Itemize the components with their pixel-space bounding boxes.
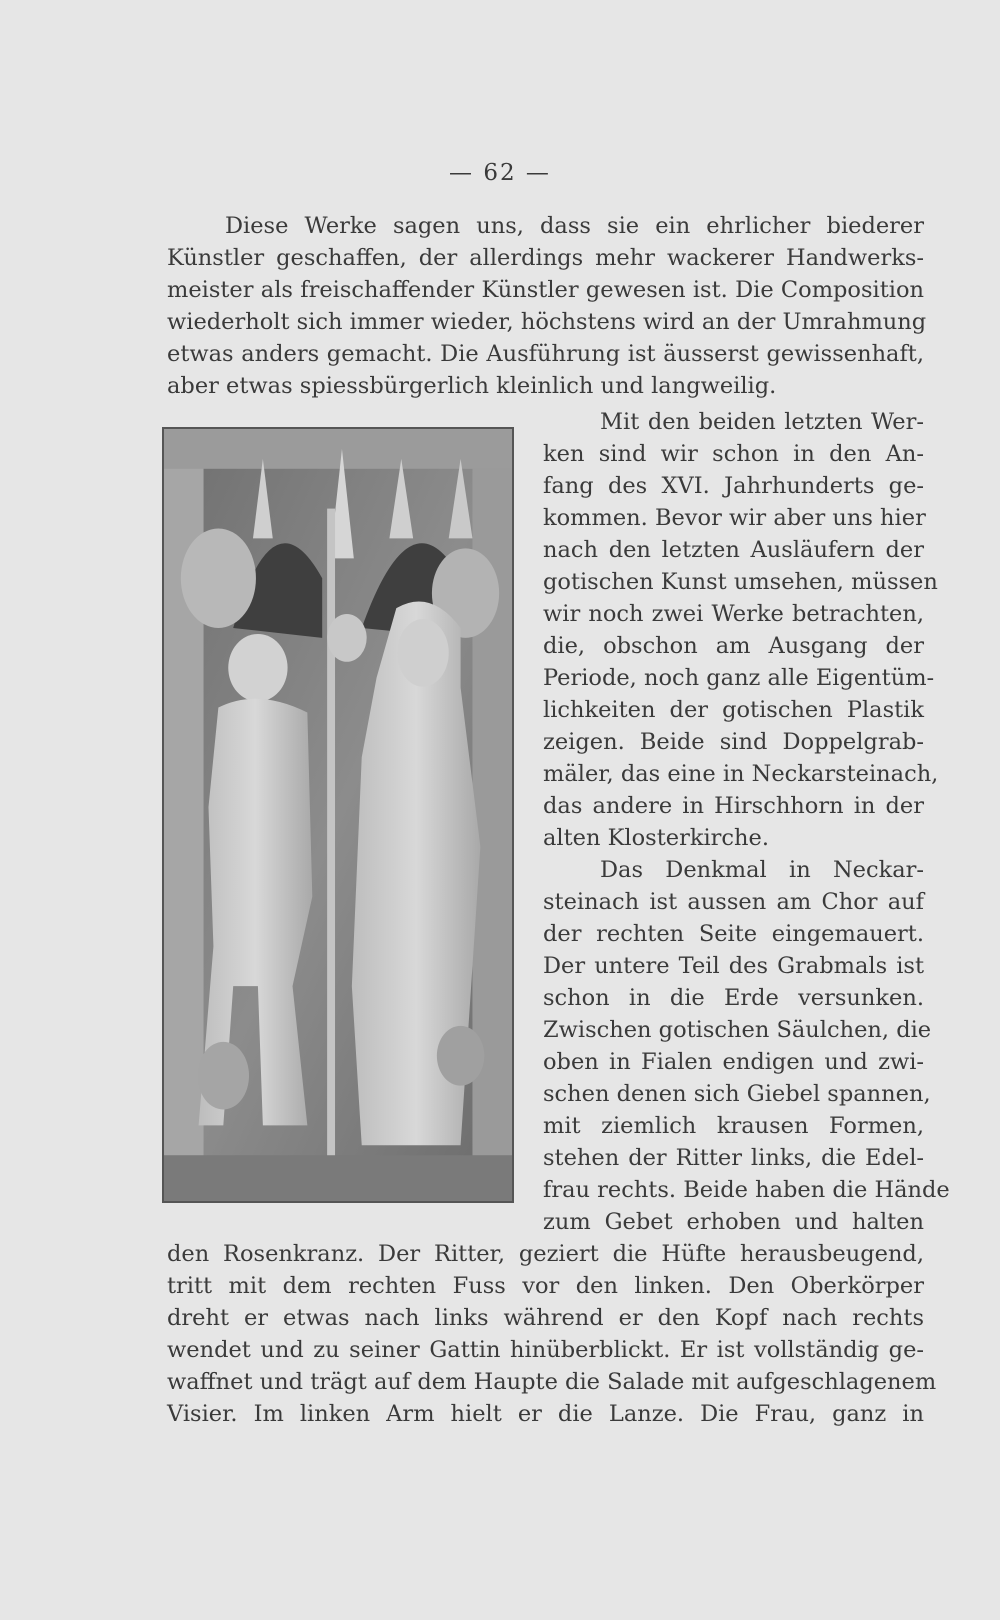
text-line: Zwischen gotischen Säulchen, die — [543, 1017, 932, 1043]
relief-image — [164, 429, 512, 1201]
text-line: gotischen Kunst umsehen, müssen — [543, 569, 938, 595]
tomb-relief-photo — [162, 427, 514, 1203]
text-line: mit ziemlich krausen Formen, — [543, 1113, 924, 1139]
text-line: frau rechts. Beide haben die Hände — [543, 1177, 950, 1203]
text-line: steinach ist aussen am Chor auf — [543, 889, 924, 915]
text-line: wir noch zwei Werke betrachten, — [543, 601, 924, 627]
text-line: Künstler geschaffen, der allerdings mehr wackerer Handwerks- — [167, 245, 924, 271]
text-line: lichkeiten der gotischen Plastik — [543, 697, 924, 723]
text-line: wiederholt sich immer wieder, höchstens wird an der Umrahmung — [167, 309, 927, 335]
text-line: das andere in Hirschhorn in der — [543, 793, 924, 819]
text-line: Das Denkmal in Neckar- — [600, 857, 924, 883]
text-line: meister als freischaffender Künstler gewesen ist. Die Composition — [167, 277, 924, 303]
text-line: mäler, das eine in Neckarsteinach, — [543, 761, 939, 787]
text-line: der rechten Seite eingemauert. — [543, 921, 924, 947]
text-line: dreht er etwas nach links während er den Kopf nach rechts — [167, 1305, 924, 1331]
text-line: den Rosenkranz. Der Ritter, geziert die Hüfte herausbeugend, — [167, 1241, 924, 1267]
text-line: Der untere Teil des Grabmals ist — [543, 953, 924, 979]
text-line: zeigen. Beide sind Doppelgrab- — [543, 729, 924, 755]
text-line: nach den letzten Ausläufern der — [543, 537, 924, 563]
text-line: oben in Fialen endigen und zwi- — [543, 1049, 924, 1075]
text-line: ken sind wir schon in den An- — [543, 441, 924, 467]
text-line: schon in die Erde versunken. — [543, 985, 924, 1011]
text-line: Diese Werke sagen uns, dass sie ein ehrlicher biederer — [225, 213, 924, 239]
text-line: aber etwas spiessbürgerlich kleinlich und langweilig. — [167, 373, 777, 399]
text-line: alten Klosterkirche. — [543, 825, 769, 851]
text-line: kommen. Bevor wir aber uns hier — [543, 505, 926, 531]
text-line: tritt mit dem rechten Fuss vor den linken. Den Oberkörper — [167, 1273, 924, 1299]
text-line: zum Gebet erhoben und halten — [543, 1209, 924, 1235]
text-line: Visier. Im linken Arm hielt er die Lanze. Die Frau, ganz in — [167, 1401, 924, 1427]
text-line: Mit den beiden letzten Wer- — [600, 409, 924, 435]
text-line: etwas anders gemacht. Die Ausführung ist äusserst gewissenhaft, — [167, 341, 924, 367]
text-line: die, obschon am Ausgang der — [543, 633, 924, 659]
text-line: stehen der Ritter links, die Edel- — [543, 1145, 924, 1171]
text-line: wendet und zu seiner Gattin hinüberblickt. Er ist vollständig ge- — [167, 1337, 924, 1363]
text-line: schen denen sich Giebel spannen, — [543, 1081, 931, 1107]
text-line: waffnet und trägt auf dem Haupte die Salade mit aufgeschlagenem — [167, 1369, 937, 1395]
text-line: Periode, noch ganz alle Eigentüm- — [543, 665, 935, 691]
text-line: fang des XVI. Jahrhunderts ge- — [543, 473, 924, 499]
page-number: — 62 — — [449, 160, 551, 186]
